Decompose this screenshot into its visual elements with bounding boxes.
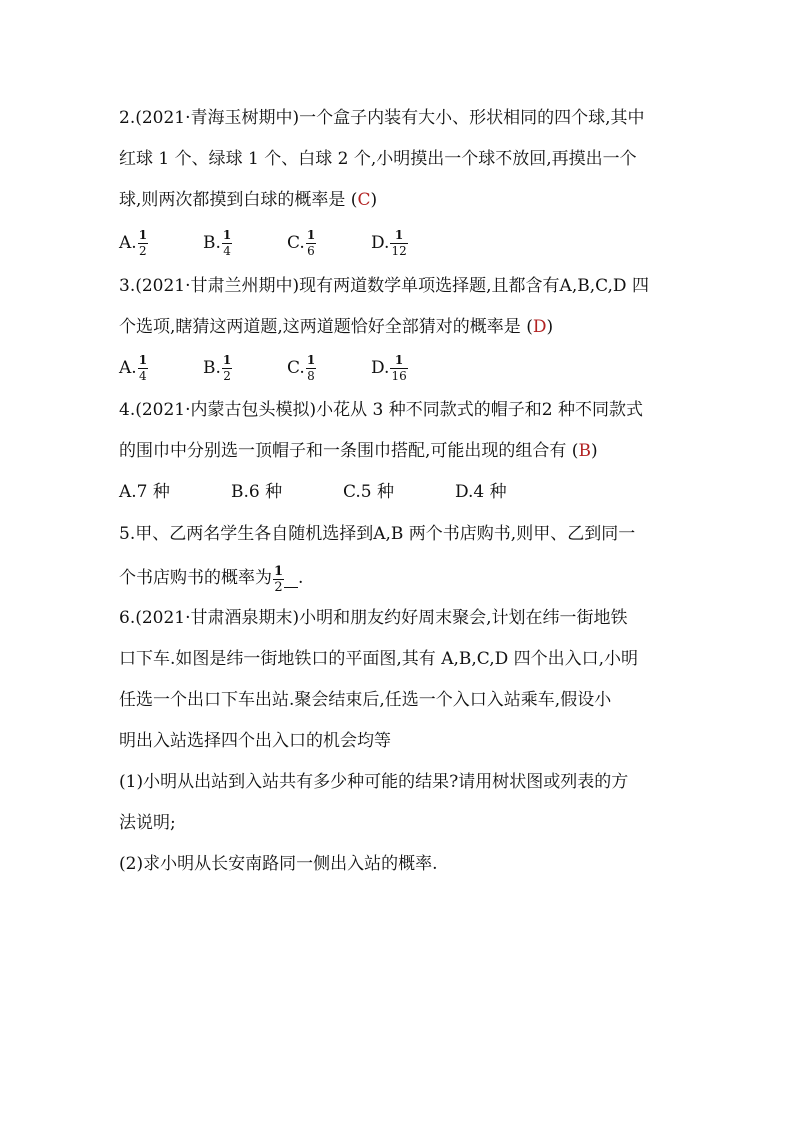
q2-stem-text: 球,则两次都摸到白球的概率是 ( <box>119 190 358 210</box>
q5-stem-line-2 <box>119 561 303 601</box>
q2-option-a <box>119 226 148 260</box>
q2-answer: C <box>357 190 371 210</box>
denominator: 2 <box>139 243 147 258</box>
q5-stem-line-1: 5.甲、乙两名学生各自随机选择到A,B 两个书店购书,则甲、乙到同一 <box>119 524 636 544</box>
q4-option-c: C.5 种 <box>343 482 395 502</box>
q2-option-d <box>371 226 408 260</box>
option-label: A. <box>119 358 137 378</box>
q6-stem-line-1: 6.(2021·甘肃酒泉期末)小明和朋友约好周末聚会,计划在纬一街地铁 <box>119 608 628 628</box>
q3-stem-text: 个选项,瞎猜这两道题,这两道题恰好全部猜对的概率是 ( <box>119 317 533 337</box>
option-fraction <box>138 354 148 383</box>
option-fraction <box>222 229 232 258</box>
q4-stem-text: 的围巾中分别选一顶帽子和一条围巾搭配,可能出现的组合有 ( <box>119 441 579 461</box>
option-label: B. <box>203 233 221 253</box>
numerator: 1 <box>274 563 284 579</box>
q4-stem-line-2 <box>119 439 598 463</box>
denominator: 2 <box>274 579 283 595</box>
answer-underline <box>284 587 298 588</box>
q6-sub2: (2)求小明从长安南路同一侧出入站的概率. <box>119 854 438 874</box>
q4-option-a: A.7 种 <box>119 482 170 502</box>
q4-option-b: B.6 种 <box>231 482 283 502</box>
option-fraction <box>138 229 148 258</box>
q2-stem-line-3 <box>119 188 377 212</box>
q2-close-paren: ) <box>370 190 378 210</box>
denominator: 8 <box>307 368 315 383</box>
option-label: B. <box>203 358 221 378</box>
numerator: 1 <box>306 352 316 367</box>
option-label: A. <box>119 233 137 253</box>
q3-answer: D <box>532 317 547 337</box>
denominator: 6 <box>307 243 315 258</box>
q2-stem-line-2: 红球 1 个、绿球 1 个、白球 2 个,小明摸出一个球不放回,再摸出一个 <box>119 149 637 169</box>
numerator: 1 <box>138 227 148 242</box>
denominator: 2 <box>223 368 231 383</box>
q3-close-paren: ) <box>546 317 554 337</box>
option-fraction <box>390 354 407 383</box>
numerator: 1 <box>222 352 232 367</box>
numerator: 1 <box>394 352 404 367</box>
q6-stem-line-4: 明出入站选择四个出入口的机会均等 <box>119 731 391 751</box>
option-label: C. <box>287 358 305 378</box>
q6-stem-line-3: 任选一个出口下车出站.聚会结束后,任选一个入口入站乘车,假设小 <box>119 690 612 710</box>
q2-stem-line-1: 2.(2021·青海玉树期中)一个盒子内装有大小、形状相同的四个球,其中 <box>119 108 645 128</box>
q3-option-d <box>371 351 408 385</box>
q3-option-a <box>119 351 148 385</box>
q3-option-b <box>203 351 232 385</box>
denominator: 16 <box>391 368 407 383</box>
q4-option-d: D.4 种 <box>455 482 507 502</box>
q5-answer-fraction <box>273 565 284 594</box>
q5-stem-text: 个书店购书的概率为 <box>119 568 272 588</box>
denominator: 4 <box>223 243 231 258</box>
q4-answer: B <box>578 441 591 461</box>
q6-stem-line-2: 口下车.如图是纬一街地铁口的平面图,其有 A,B,C,D 四个出入口,小明 <box>119 649 639 669</box>
q6-sub1-line-1: (1)小明从出站到入站共有多少种可能的结果?请用树状图或列表的方 <box>119 772 629 792</box>
option-label: C. <box>287 233 305 253</box>
option-fraction <box>390 229 407 258</box>
q5-answer-blank <box>272 562 298 596</box>
q5-period: . <box>298 568 304 588</box>
numerator: 1 <box>306 227 316 242</box>
numerator: 1 <box>222 227 232 242</box>
q4-stem-line-1: 4.(2021·内蒙古包头模拟)小花从 3 种不同款式的帽子和2 种不同款式 <box>119 400 643 420</box>
q6-sub1-line-2: 法说明; <box>119 813 176 833</box>
q2-option-c <box>287 226 316 260</box>
q3-option-c <box>287 351 316 385</box>
option-fraction <box>222 354 232 383</box>
option-fraction <box>306 354 316 383</box>
q3-stem-line-2 <box>119 315 553 339</box>
denominator: 12 <box>391 243 407 258</box>
q4-close-paren: ) <box>590 441 598 461</box>
option-label: D. <box>371 233 390 253</box>
numerator: 1 <box>394 227 404 242</box>
q2-option-b <box>203 226 232 260</box>
numerator: 1 <box>138 352 148 367</box>
denominator: 4 <box>139 368 147 383</box>
option-label: D. <box>371 358 390 378</box>
option-fraction <box>306 229 316 258</box>
q3-stem-line-1: 3.(2021·甘肃兰州期中)现有两道数学单项选择题,且都含有A,B,C,D 四 <box>119 276 649 296</box>
